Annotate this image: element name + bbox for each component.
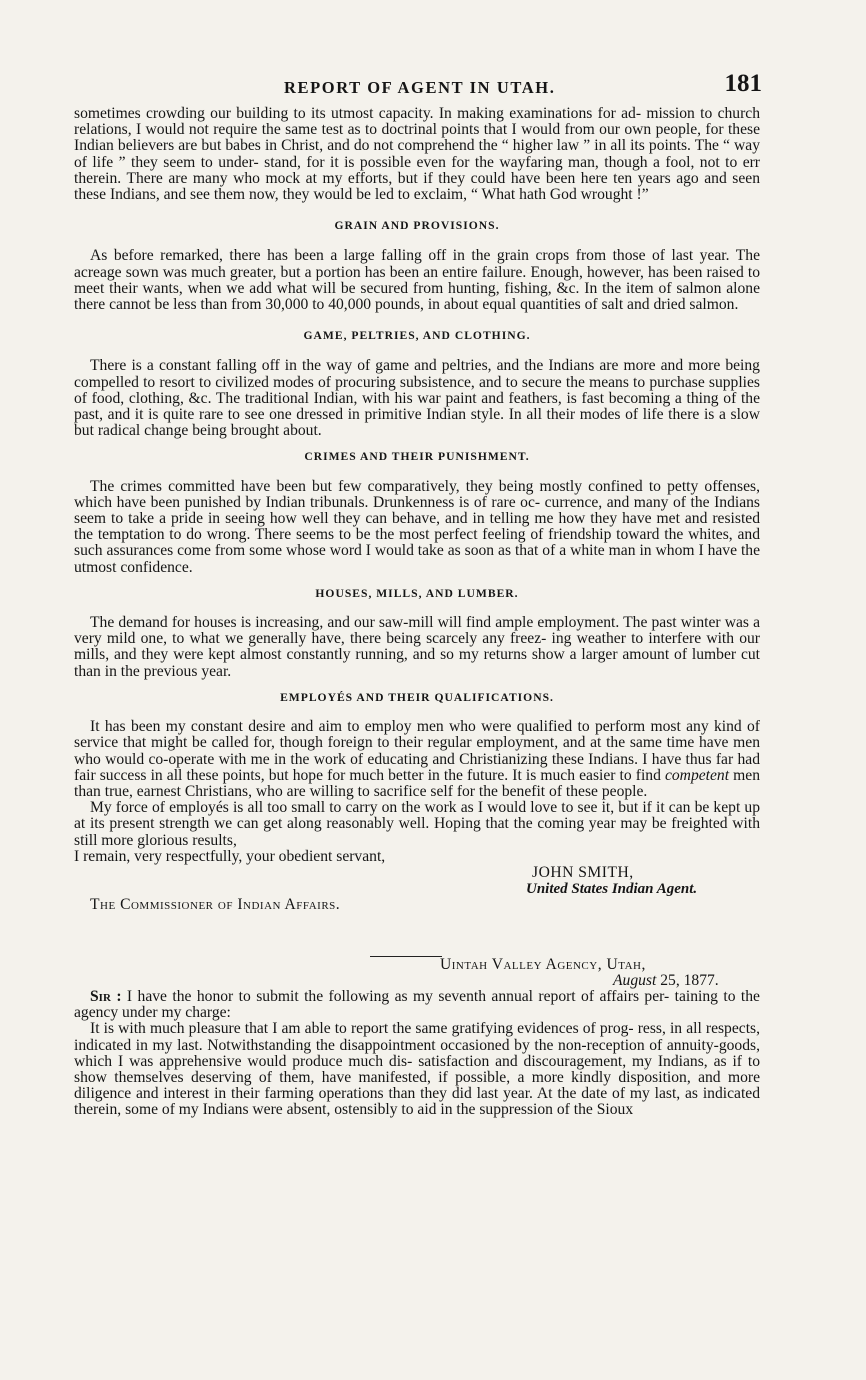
page-number: 181 xyxy=(724,70,762,97)
closing-line: I remain, very respectfully, your obedient servant, xyxy=(74,847,386,865)
paragraph-houses: The demand for houses is increasing, and our saw-mill will find ample employment. The past winter was a very mild one, to what we generally have, there being scarcely any freez- ing weather to interfere with our mills, and they were kept almost constantly running, and so my returns show a larger amount of lumber cut than in the previous year. xyxy=(74,614,760,680)
page-header xyxy=(74,66,760,106)
section-heading-grain: GRAIN AND PROVISIONS. xyxy=(334,219,500,233)
addressee: The Commissioner of Indian Affairs. xyxy=(90,896,341,914)
section-heading-crimes: CRIMES AND THEIR PUNISHMENT. xyxy=(304,450,530,464)
signature-title: United States Indian Agent. xyxy=(526,881,698,898)
running-title: REPORT OF AGENT IN UTAH. xyxy=(284,78,556,97)
section-heading-employes: EMPLOYÉS AND THEIR QUALIFICATIONS. xyxy=(280,690,554,704)
signature-name: JOHN SMITH, xyxy=(532,863,634,881)
paragraph-grain: As before remarked, there has been a large falling off in the grain crops from those of last year. The acreage sown was much greater, but a portion has been an entire failure. Enough, however, has been raised to meet their wants, when we add what will be secured from hunting, fishing, &c. In the item of salmon alone there cannot be less than from 30,000 to 40,000 pounds, in about equal quantities of salt and dried salmon. xyxy=(74,247,761,314)
paragraph-salutation: Sir : I have the honor to submit the following as my seventh annual report of affairs per- taining to the agency under my charge: xyxy=(74,987,760,1022)
intro-paragraph: sometimes crowding our building to its utmost capacity. In making examinations for ad- mission to church relations, I would not require the same test as to doctrinal points that I would from our own people, for these Indian believers are but babes in Christ, and do not comprehend the “ higher law ” in all its points. The “ way of life ” they seem to under- stand, for it is possible even for the wayfaring man, though a fool, not to err therein. There are many who mock at my efforts, but if they could have been here ten years ago and seen these Indians, and see them now, they would be led to exclaim, “ What hath God wrought !” xyxy=(74,105,761,204)
salutation: Sir : xyxy=(90,987,122,1005)
section-heading-houses: HOUSES, MILLS, AND LUMBER. xyxy=(315,586,519,600)
paragraph-employes-force: My force of employés is all too small to carry on the work as I would love to see it, but if it can be kept up at its present strength we can get along reasonably well. Hoping that the coming year may be freighted with still more glorious results, xyxy=(74,799,760,849)
paragraph-progress: It is with much pleasure that I am able to report the same gratifying evidences of prog- ress, in all respects, indicated in my last. Notwithstanding the disappointment occasioned by the non-reception of annuity-goods, which I was apprehensive would produce much dis- satisfaction and discouragement, my Indians, as if to show themselves deserving of them, have manifested, if possible, a more kindly disposition, and more diligence and interest in their farming operations than they did last year. At the date of my last, as indicated therein, some of my Indians were absent, ostensibly to aid in the suppression of the Sioux xyxy=(74,1020,761,1119)
body-text xyxy=(74,106,760,1119)
paragraph-crimes: The crimes committed have been but few comparatively, they being mostly confined to petty offenses, which have been punished by Indian tribunals. Drunkenness is of rare oc- currence, and many of the Indians seem to take a pride in seeing how well they can behave, and in telling me how they have met and resisted the temptation to do wrong. There seems to be the most perfect feeling of friendship toward the whites, and such assurances come from some whose word I would take as soon as that of a white man in whom I have the utmost confidence. xyxy=(74,477,761,576)
paragraph-employes: It has been my constant desire and aim to employ men who were qualified to perform most any kind of service that might be called for, though foreign to their regular employment, and at the same time have men who would co-operate with me in the work of educating and Christianizing these Indians. I have thus far had fair success in all these points, but hope for much better in the future. It is much easier to find competent men than true, earnest Christians, who are willing to sacrifice self for the benefit of these people. xyxy=(74,718,760,800)
date-line: August 25, 1877. xyxy=(613,971,719,989)
section-heading-game: GAME, PELTRIES, AND CLOTHING. xyxy=(303,329,531,343)
agency-line: Uintah Valley Agency, Utah, xyxy=(440,955,646,973)
paragraph-game: There is a constant falling off in the way of game and peltries, and the Indians are more and more being compelled to resort to civilized modes of procuring subsistence, and to secure the means to purchase supplies of food, clothing, &c. The traditional Indian, with his war paint and feathers, is fast becoming a thing of the past, and it is quite rare to see one dressed in primitive Indian style. In all their modes of life there is a slow but radical change being brought about. xyxy=(74,357,761,440)
